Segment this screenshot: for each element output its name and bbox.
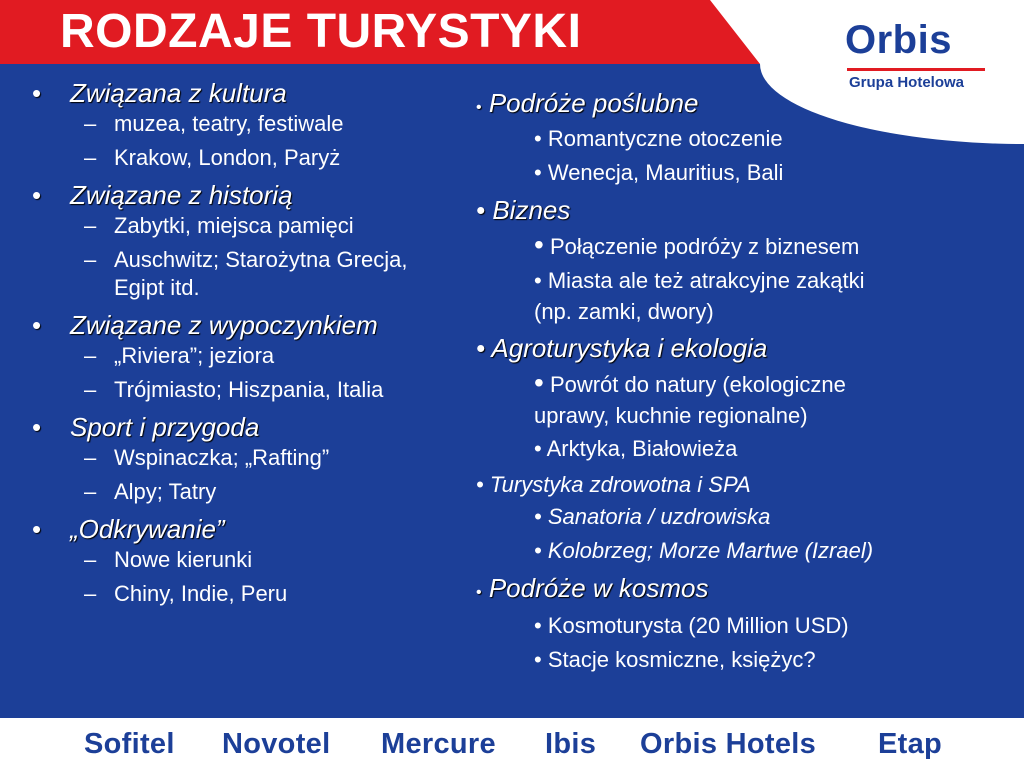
logo-wordmark: Orbis	[845, 18, 952, 62]
category-item-continued: uprawy, kuchnie regionalne)	[534, 403, 808, 428]
left-column	[30, 76, 480, 614]
category-item: – Zabytki, miejsca pamięci	[84, 213, 354, 238]
category-item: • Miasta ale też atrakcyjne zakątki	[534, 268, 865, 293]
brand-orbis-hotels: Orbis Hotels	[640, 728, 817, 760]
brand-ibis: Ibis	[545, 728, 597, 760]
category-item: • Romantyczne otoczenie	[534, 126, 783, 151]
category-item: – Alpy; Tatry	[84, 479, 217, 504]
brand-mercure: Mercure	[381, 728, 496, 760]
category-heading: • Związane z historią	[32, 180, 293, 210]
logo-underline	[847, 68, 985, 71]
right-column	[476, 86, 1006, 680]
category-item: • Stacje kosmiczne, księżyc?	[534, 647, 816, 672]
brand-etap: Etap	[878, 728, 943, 760]
category-item: • Powrót do natury (ekologiczne	[534, 367, 846, 398]
category-heading: • Związane z wypoczynkiem	[32, 310, 378, 340]
category-item: – muzea, teatry, festiwale	[84, 111, 344, 136]
category-item: – Krakow, London, Paryż	[84, 145, 341, 170]
category-item: • Sanatoria / uzdrowiska	[534, 504, 771, 529]
category-item: – Wspinaczka; „Rafting”	[84, 445, 330, 470]
category-heading: • Sport i przygoda	[32, 412, 260, 442]
category-item: – „Riviera”; jeziora	[84, 343, 275, 368]
category-item: • Wenecja, Mauritius, Bali	[534, 160, 784, 185]
category-heading: • Turystyka zdrowotna i SPA	[476, 472, 751, 497]
category-item: – Chiny, Indie, Peru	[84, 581, 288, 606]
category-item: • Arktyka, Białowieża	[534, 436, 738, 461]
category-item: – Trójmiasto; Hiszpania, Italia	[84, 377, 384, 402]
brand-novotel: Novotel	[222, 728, 331, 760]
category-item-continued: (np. zamki, dwory)	[534, 299, 714, 324]
category-heading: • „Odkrywanie”	[32, 514, 225, 544]
category-item: • Kolobrzeg; Morze Martwe (Izrael)	[534, 538, 874, 563]
category-heading: • Związana z kultura	[32, 78, 287, 108]
category-heading: • Biznes	[476, 195, 571, 225]
brand-sofitel: Sofitel	[84, 728, 175, 760]
logo-subtitle: Grupa Hotelowa	[849, 74, 965, 91]
category-item: • Kosmoturysta (20 Million USD)	[534, 613, 849, 638]
category-heading: • Podróże poślubne	[476, 88, 699, 118]
footer-brands	[0, 718, 1024, 768]
category-item: – Auschwitz; Starożytna Grecja, Egipt itd.	[84, 247, 408, 300]
category-heading: • Agroturystyka i ekologia	[476, 333, 768, 363]
page-title: RODZAJE TURYSTYKI	[60, 5, 582, 58]
category-heading: • Podróże w kosmos	[476, 573, 709, 603]
category-item: • Połączenie podróży z biznesem	[534, 229, 860, 260]
category-item: – Nowe kierunki	[84, 547, 253, 572]
